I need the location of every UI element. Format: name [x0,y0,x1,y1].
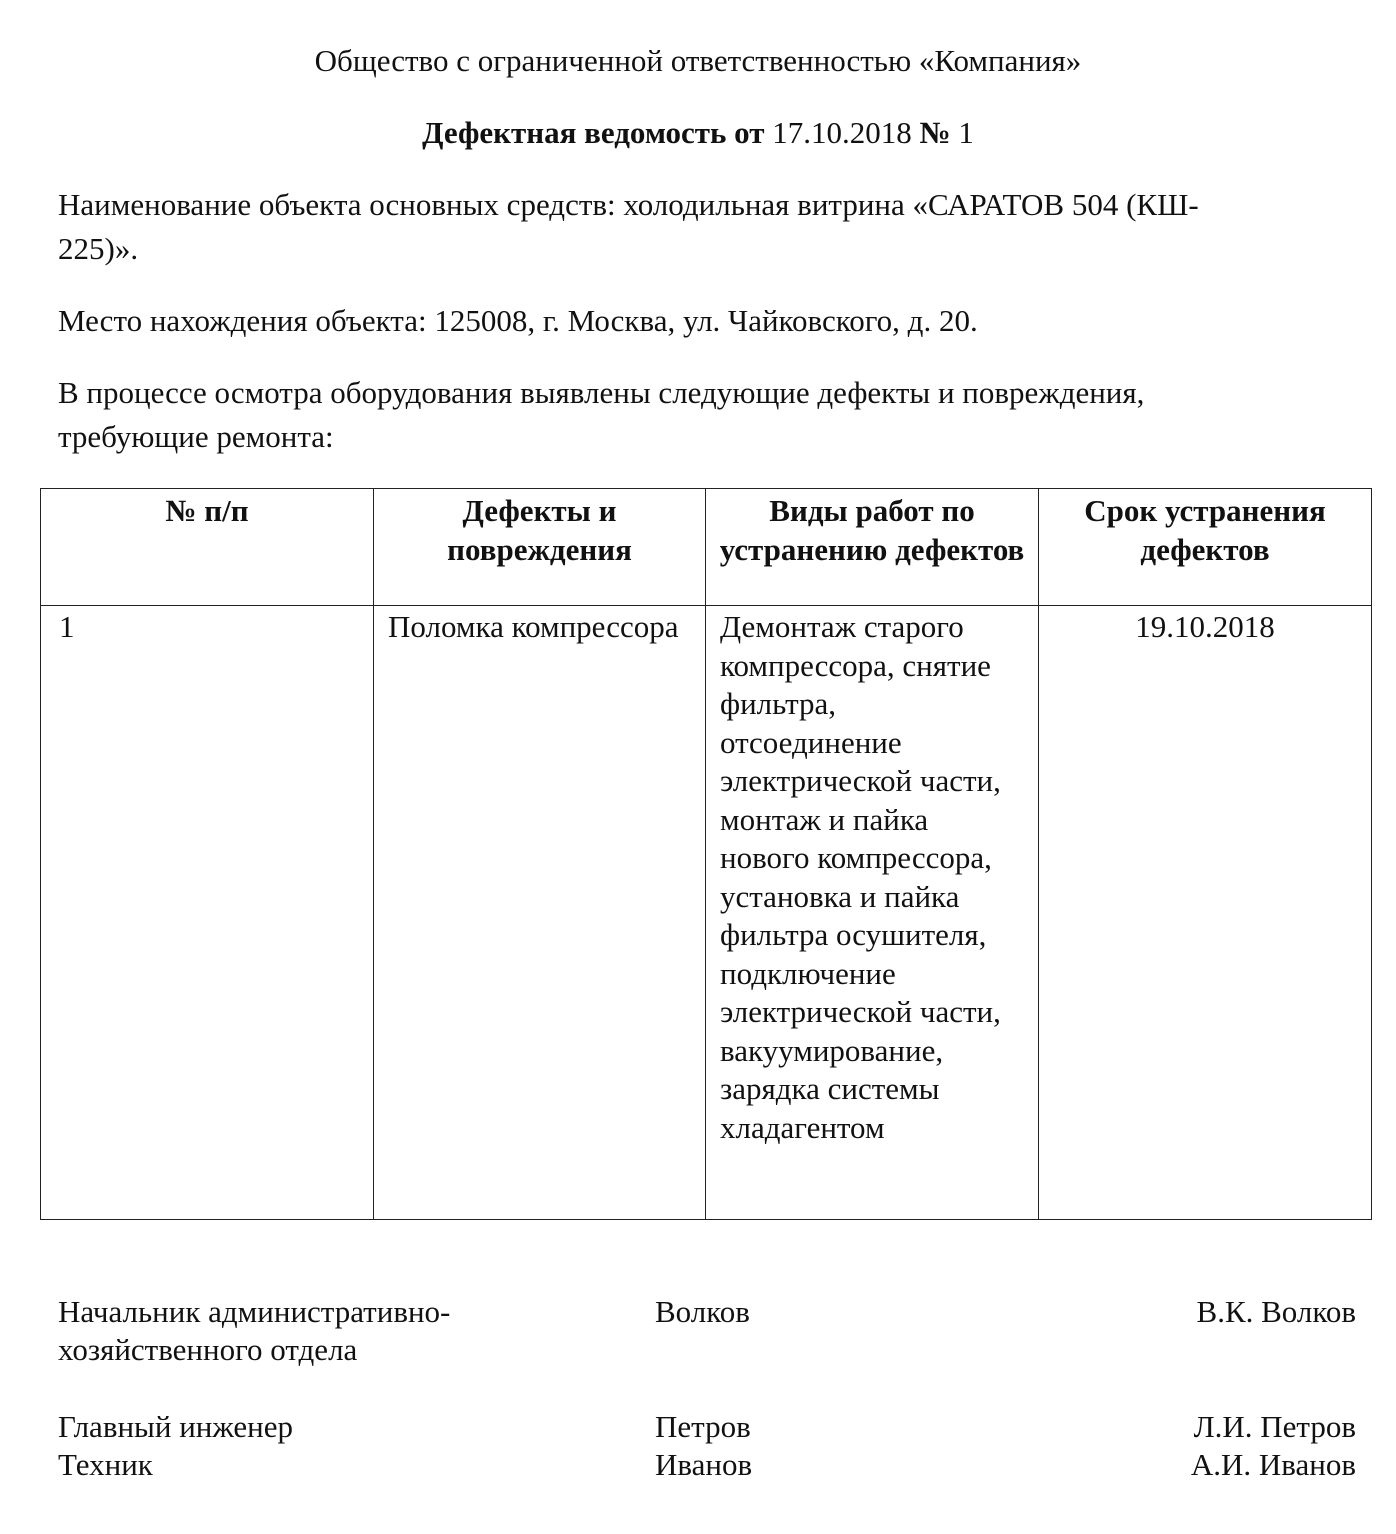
organization-name: Общество с ограниченной ответственностью «Компания» [314,43,1082,78]
header-deadline: Срок устранения дефектов [1039,489,1372,606]
inspection-intro-line-1: В процессе осмотра оборудования выявлены следующие дефекты и повреждения, [58,375,1145,410]
cell-works: Демонтаж старого компрессора, снятие фильтра, отсоединение электрической части, монтаж и пайка нового компрессора, установка и пайка фильтра осушителя, подключение электрической части, вакуумирование, зарядка системы хладагентом [706,606,1039,1220]
header-number: № п/п [41,489,374,606]
defects-table [40,488,1372,1220]
title-label: Дефектная ведомость от [422,115,765,150]
title-date: 17.10.2018 [772,115,912,150]
signatory-role: Главный инженер [58,1409,294,1444]
title-number-sign: № [919,115,951,150]
signatory-signature: Иванов [655,1447,753,1482]
cell-defect: Поломка компрессора [374,606,706,1220]
title-number: 1 [958,115,974,150]
signatory-full-name: В.К. Волков [1196,1294,1356,1329]
header-works: Виды работ по устранению дефектов [706,489,1039,606]
table-header-row [41,489,1372,606]
signatory-role: Начальник административно-хозяйственного отдела [58,1294,451,1367]
signatory-signature: Волков [655,1294,750,1329]
signatory-full-name: А.И. Иванов [1190,1447,1356,1482]
signatory-signature: Петров [655,1409,751,1444]
object-name-line-1: Наименование объекта основных средств: холодильная витрина «САРАТОВ 504 (КШ- [58,187,1199,222]
inspection-intro-line-2: требующие ремонта: [58,419,334,454]
table-row [41,606,1372,1220]
object-location: Место нахождения объекта: 125008, г. Москва, ул. Чайковского, д. 20. [58,303,978,338]
signatory-role: Техник [58,1447,153,1482]
object-name-line-2: 225)». [58,231,139,266]
cell-deadline: 19.10.2018 [1039,606,1372,1220]
signatory-full-name: Л.И. Петров [1193,1409,1356,1444]
cell-number: 1 [41,606,374,1220]
document-title [0,114,1396,152]
header-defects: Дефекты и повреждения [374,489,706,606]
